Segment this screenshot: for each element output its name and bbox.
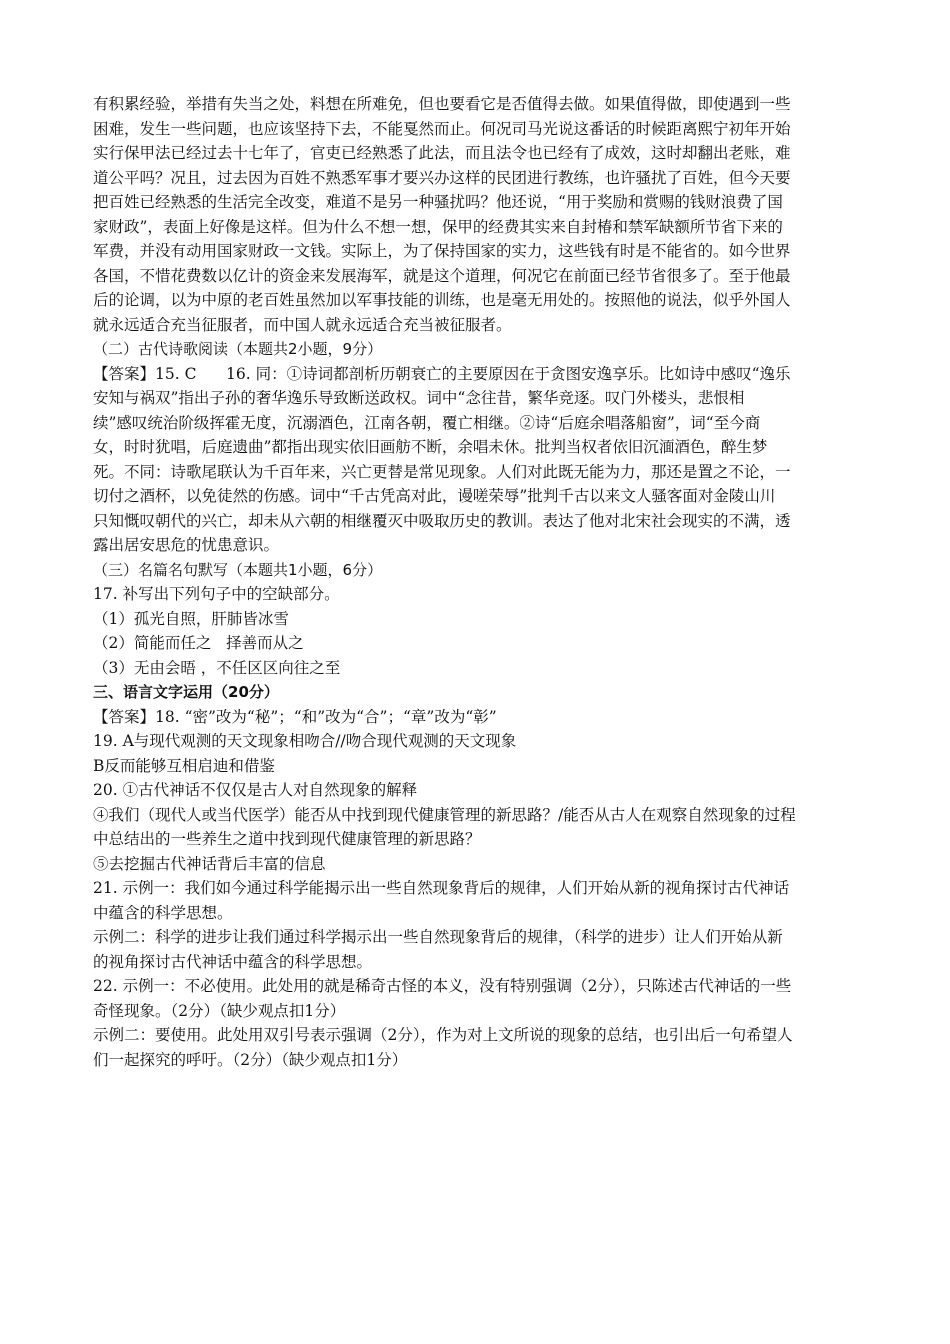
text-line: 把百姓已经熟悉的生活完全改变，难道不是另一种骚扰吗？他还说，“用于奖励和赏赐的钱财浪费了国: [93, 193, 783, 211]
answer-line: 露出居安思危的忧患意识。: [93, 536, 280, 554]
answer-20: 20. ①古代神话不仅仅是古人对自然现象的解释: [93, 781, 418, 799]
answer-20: 中总结出的一些养生之道中找到现代健康管理的新思路？: [93, 830, 481, 848]
text-line: 各国，不惜花费数以亿计的资金来发展海军，就是这个道理，何况它在前面已经节省很多了。至于他最: [93, 266, 791, 285]
answer-22: 们一起探究的呼吁。（2分）（缺少观点扣1分）: [93, 1050, 408, 1069]
text-line: 困难，发生一些问题，也应该坚持下去，不能戛然而止。何况司马光说这番话的时候距离熙宁初年开始: [93, 119, 791, 138]
text-line: 后的论调，以为中原的老百姓虽然加以军事技能的训练，也是毫无用处的。按照他的说法，似乎外国人: [93, 291, 791, 309]
answer-line: 安知与祸双”指出子孙的奢华逸乐导致断送政权。词中“念往昔，繁华竞逐。叹门外楼头，悲恨相: [93, 389, 745, 407]
answer-22: 22. 示例一：不必使用。此处用的就是稀奇古怪的本义，没有特别强调（2分），只陈述古代神话的一些: [93, 977, 792, 995]
answer-20: ④我们（现代人或当代医学）能否从中找到现代健康管理的新思路？/能否从古人在观察自然现象的过程: [93, 805, 796, 824]
text-line: 家财政”，表面上好像是这样。但为什么不想一想，保甲的经费其实来自封椿和禁军缺额所节省下来的: [93, 217, 783, 236]
answer-line: 续”感叹统治阶级挥霍无度，沉溺酒色，江南各朝，覆亡相继。②诗“后庭余唱落船窗”，词“至今商: [93, 413, 761, 432]
answer-21: 21. 示例一：我们如今通过科学能揭示出一些自然现象背后的规律，人们开始从新的视角探讨古代神话: [93, 879, 790, 897]
answer-18: 【答案】18. “密”改为“秘”；“和”改为“合”；“章”改为“彰”: [93, 707, 497, 726]
answer-21: 中蕴含的科学思想。: [93, 903, 233, 922]
answer-line: （3）无由会晤 ，不任区区向往之至: [93, 658, 341, 677]
answer-document: [93, 92, 868, 1072]
answer-22: 奇怪现象。（2分）（缺少观点扣1分）: [93, 1001, 346, 1020]
answer-line: （2）简能而任之 择善而从之: [93, 634, 304, 652]
text-line: 有积累经验，举措有失当之处，料想在所难免，但也要看它是否值得去做。如果值得做，即使遇到一些: [93, 95, 791, 113]
text-line: 军费，并没有动用国家财政一文钱。实际上，为了保持国家的实力，这些钱有时是不能省的。如今世界: [93, 242, 791, 260]
text-line: 道公平吗？况且，过去因为百姓不熟悉军事才要兴办这样的民团进行教练，也许骚扰了百姓，但今天要: [93, 168, 791, 187]
question-17: 17. 补写出下列句子中的空缺部分。: [93, 585, 340, 603]
answer-21: 示例二：科学的进步让我们通过科学揭示出一些自然现象背后的规律，（科学的进步）让人们开始从新: [93, 928, 783, 946]
text-line: 实行保甲法已经过去十七年了，官吏已经熟悉了此法，而且法令也已经有了成效，这时却翻出老账，难: [93, 144, 791, 162]
section-heading-language: 三、语言文字运用（20分）: [93, 683, 279, 701]
answer-line: 只知慨叹朝代的兴亡，却未从六朝的相继覆灭中吸取历史的教训。表达了他对北宋社会现实的不满，透: [93, 511, 791, 530]
answer-22: 示例二：要使用。此处用双引号表示强调（2分），作为对上文所说的现象的总结，也引出后一句希望人: [93, 1026, 793, 1044]
answer-line: 切付之酒杯，以免徒然的伤感。词中“千古凭高对此，谩嗟荣辱”批判千古以来文人骚客面对金陵山川: [93, 487, 776, 505]
answer-20: ⑤去挖掘古代神话背后丰富的信息: [93, 854, 326, 873]
section-heading-poetry: （二）古代诗歌阅读（本题共2小题，9分）: [93, 340, 383, 358]
answer-line: 女，时时犹唱，后庭遗曲”都指出现实依旧画舫不断，余唱未休。批判当权者依旧沉湎酒色，醉生梦: [93, 438, 768, 456]
answer-19: B反而能够互相启迪和借鉴: [93, 756, 275, 775]
text-line: 就永远适合充当征服者，而中国人就永远适合充当被征服者。: [93, 315, 512, 334]
section-heading-dictation: （三）名篇名句默写（本题共1小题，6分）: [93, 560, 383, 579]
answer-line: 死。不同：诗歌尾联认为千百年来，兴亡更替是常见现象。人们对此既无能为力，那还是置之不论，一: [93, 462, 791, 481]
answer-line: （1）孤光自照，肝肺皆冰雪: [93, 609, 289, 628]
answer-21: 的视角探讨古代神话中蕴含的科学思想。: [93, 952, 373, 971]
answer-line: 【答案】15. C 16. 同：①诗词都剖析历朝衰亡的主要原因在于贪图安逸享乐。比如诗中感叹“逸乐: [93, 364, 791, 383]
answer-19: 19. A与现代观测的天文现象相吻合//吻合现代观测的天文现象: [93, 732, 517, 750]
